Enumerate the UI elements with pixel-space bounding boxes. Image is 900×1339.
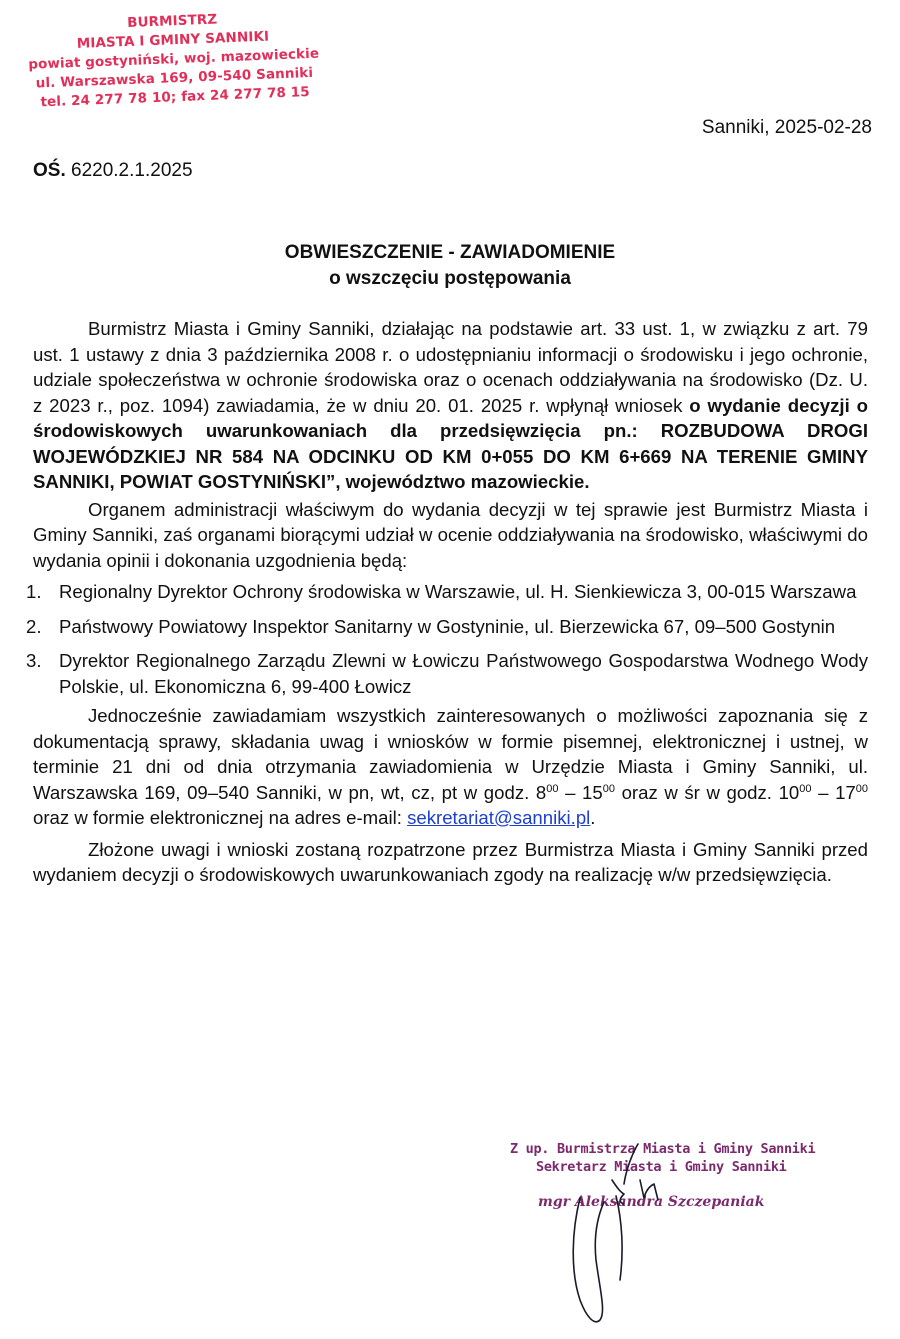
letterhead-line: ul. Warszawska 169, 09-540 Sanniki [35, 64, 314, 92]
signature-line-2: Sekretarz Miasta i Gminy Sanniki [536, 1159, 787, 1175]
hour: 15 [582, 781, 603, 803]
hour-minutes: 00 [799, 782, 812, 795]
letterhead-line: tel. 24 277 78 10; fax 24 277 78 15 [40, 84, 311, 111]
paragraph-1 [33, 316, 868, 495]
list-item-text: Dyrektor Regionalnego Zarządu Zlewni w Łowiczu Państwowego Gospodarstwa Wodnego Wody Polskie, ul. Ekonomiczna 6, 99-400 Łowicz [59, 650, 868, 697]
list-item [26, 579, 868, 605]
paragraph-1-text: Burmistrz Miasta i Gminy Sanniki, działając na podstawie art. 33 ust. 1, w związku z art. 79 ust. 1 ustawy z dnia 3 października 2008 r. o udostępnianiu informacji o środowisku i jego ochronie, udziale społeczeństwa w ochronie środowiska oraz o ocenach oddziaływania na środowisko (Dz. U. z 2023 r., poz. 1094) zawiadamia, że w dniu 20. 01. 2025 r. wpłynął wniosek [33, 318, 868, 416]
reference-value: 6220.2.1.2025 [71, 160, 193, 181]
list-item [26, 648, 868, 699]
paragraph-3-text: oraz w śr w godz. [614, 781, 779, 803]
email-link[interactable]: sekretariat@sanniki.pl [407, 807, 591, 828]
title-line-2: o wszczęciu postępowania [329, 268, 571, 289]
dash: – [558, 781, 583, 803]
list-item-text: Regionalny Dyrektor Ochrony środowiska w Warszawie, ul. H. Sienkiewicza 3, 00-015 Warszawa [59, 581, 857, 602]
document-body [26, 316, 868, 888]
paragraph-1-bold: o wydanie decyzji o środowiskowych uwarunkowaniach dla przedsięwzięcia pn.: ROZBUDOWA DROGI WOJEWÓDZKIEJ NR 584 NA ODCINKU OD KM 0+055 DO KM 6+669 NA TERENIE GMINY SANNIKI, POWIAT GOSTYNIŃSKI”, województwo mazowieckie. [33, 394, 868, 492]
signature-name: mgr Aleksandra Szczepaniak [538, 1194, 765, 1210]
hour: 8 [535, 781, 547, 803]
paragraph-3-text: Jednocześnie zawiadamiam wszystkich zainteresowanych o możliwości zapoznania się z dokumentacją sprawy, składania uwag i wniosków w formie pisemnej, elektronicznej i ustnej, w terminie 21 dni od dnia otrzymania zawiadomienia w Urzędzie Miasta i Gminy Sanniki, ul. Warszawska 169, 09–540 Sanniki, w pn, wt, cz, pt w godz. [33, 705, 868, 803]
reference-prefix: OŚ. [33, 160, 66, 181]
letterhead-line: MIASTA I GMINY SANNIKI [76, 28, 270, 52]
reference-number [33, 160, 193, 182]
hour: 17 [835, 781, 856, 803]
document-title [0, 240, 900, 292]
paragraph-4: Złożone uwagi i wnioski zostaną rozpatrzone przez Burmistrza Miasta i Gminy Sanniki przed wydaniem decyzji o środowiskowych uwarunkowaniach zgody na realizację w/w przedsięwzięcia. [33, 838, 868, 885]
letterhead-line: powiat gostyniński, woj. mazowieckie [27, 45, 320, 73]
letterhead-line: BURMISTRZ [126, 11, 218, 31]
handwritten-signature-icon [520, 1140, 700, 1330]
authorities-list [26, 579, 868, 699]
list-item [26, 614, 868, 640]
letterhead-stamp [22, 6, 325, 112]
hour-minutes: 00 [546, 782, 559, 795]
list-item-number: 2. [26, 615, 42, 637]
period: . [590, 807, 596, 828]
paragraph-3-text: oraz w formie elektronicznej na adres e-mail: [33, 807, 408, 828]
list-item-text: Państwowy Powiatowy Inspektor Sanitarny w Gostyninie, ul. Bierzewicka 67, 09–500 Gostynin [59, 615, 836, 637]
list-item-number: 3. [26, 650, 42, 671]
hour-minutes: 00 [602, 782, 615, 795]
dash: – [811, 781, 836, 803]
hour: 10 [778, 781, 800, 803]
title-line-1: OBWIESZCZENIE - ZAWIADOMIENIE [284, 242, 616, 263]
paragraph-3 [33, 703, 868, 831]
list-item-number: 1. [26, 581, 42, 602]
signature-line-1: Z up. Burmistrza Miasta i Gminy Sanniki [510, 1141, 816, 1157]
hour-minutes: 00 [855, 782, 868, 795]
place-date: Sanniki, 2025-02-28 [701, 117, 872, 138]
paragraph-2: Organem administracji właściwym do wydania decyzji w tej sprawie jest Burmistrz Miasta i Gminy Sanniki, zaś organami biorącymi udział w ocenie oddziaływania na środowisko, właściwymi do wydania opinii i dokonania uzgodnienia będą: [33, 498, 868, 571]
